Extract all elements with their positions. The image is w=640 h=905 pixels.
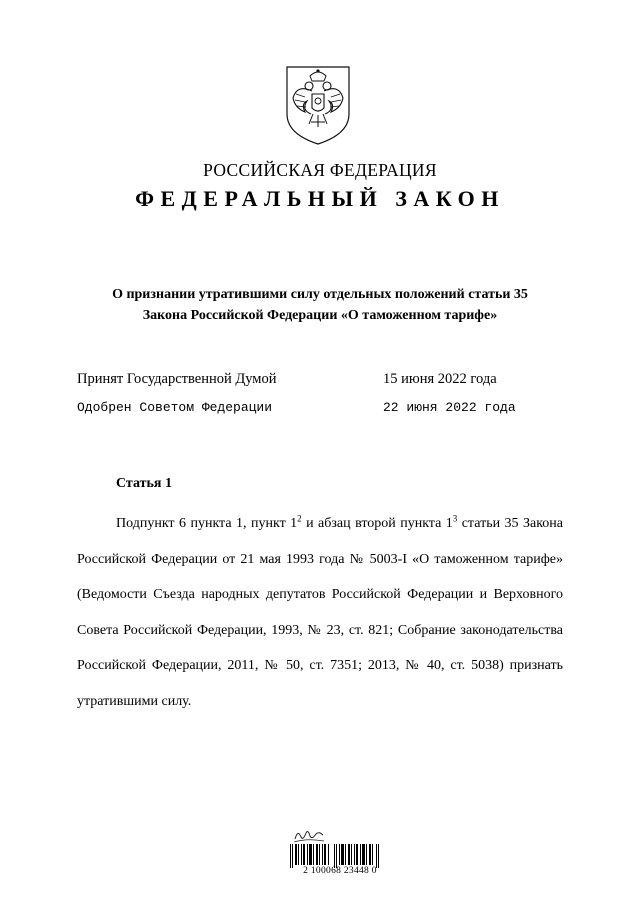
document-type: ФЕДЕРАЛЬНЫЙ ЗАКОН: [135, 186, 505, 211]
barcode-number: 2 100068 23448 0: [303, 866, 377, 876]
approved-date: 22 июня 2022 года: [383, 400, 516, 415]
article-text-part-2: и абзац второй пункта 1: [301, 516, 453, 531]
article-body: [77, 506, 563, 719]
law-title: [0, 284, 640, 326]
signature-icon: [292, 826, 326, 844]
article-text-part-3: статьи 35 Закона Российской Федерации от 21 мая 1993 года № 5003-I «О таможенном тарифе» (Ведомости Съезда народных депутатов Российской Федерации и Верховного Совета Российской Федерации, 1993, № 23, ст. 821; Собрание законодательства Российской Федерации, 2011, № 50, ст. 7351; 2013, № 40, ст. 5038) признать утратившими силу.: [77, 516, 563, 709]
adopted-label: Принят Государственной Думой: [77, 371, 277, 387]
article-heading: Статья 1: [116, 476, 172, 491]
law-title-line-1: О признании утратившими силу отдельных положений статьи 35: [112, 287, 528, 302]
superscript-2: 2: [297, 513, 302, 524]
article-text-part-1: Подпункт 6 пункта 1, пункт 1: [116, 516, 298, 531]
adopted-date: 15 июня 2022 года: [383, 371, 497, 387]
law-title-line-2: Закона Российской Федерации «О таможенном тарифе»: [142, 308, 498, 323]
article-paragraph: [77, 506, 563, 719]
approved-label: Одобрен Советом Федерации: [77, 400, 273, 415]
coat-of-arms-icon: [283, 64, 353, 146]
barcode-icon: [290, 844, 380, 868]
superscript-3: 3: [452, 513, 458, 524]
country-title: РОССИЙСКАЯ ФЕДЕРАЦИЯ: [203, 160, 437, 180]
